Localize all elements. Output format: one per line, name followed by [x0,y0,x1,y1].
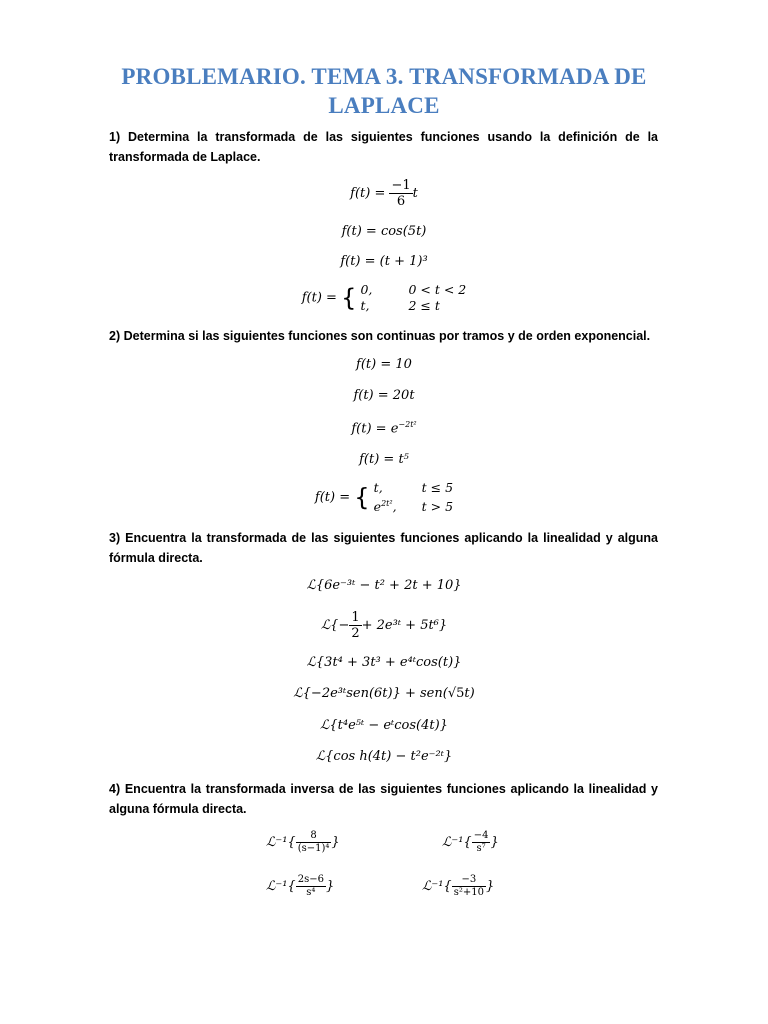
problem-1-text: Determina la transformada de las siguientes funciones usando la definición de la transformada de Laplace. [109,130,659,164]
eq-l5: ℒ{t⁴e⁵ᵗ − eᵗcos(4t)} [320,718,448,733]
problem-4-number: 4) [109,782,121,796]
eq-1: f(t) = $\frac{-1}{6}$ t [350,178,418,209]
problem-1 [109,127,658,167]
eq-9-piecewise: f(t) = { t, t ≤ 5 $e^{2t^2}$, t > 5 [314,480,454,515]
eq-l4: ℒ{−2e³ᵗsen(6t)} + sen(√5t) [293,686,475,701]
eq-4-piecewise: f(t) = { 0, 0 < t < 2 t, 2 ≤ t [301,282,467,313]
problem-4-text: Encuentra la transformada inversa de las siguientes funciones aplicando la linealidad y alguna fórmula directa. [109,782,658,816]
eq-l1: ℒ{6e⁻³ᵗ − t² + 2t + 10} [306,578,462,593]
problem-3 [109,528,658,568]
eq-3: f(t) = (t + 1)³ [340,254,428,269]
eq-l3: ℒ{3t⁴ + 3t³ + e⁴ᵗcos(t)} [306,655,462,670]
problem-4 [109,779,658,819]
eq-2: f(t) = cos(5t) [341,224,427,239]
eq-l6: ℒ{cos h(4t) − t²e⁻²ᵗ} [315,749,453,764]
page-title: PROBLEMARIO. TEMA 3. TRANSFORMADA DE LAPLACE [121,64,647,118]
problem-2-number: 2) [109,329,121,343]
eq-l2: ℒ{− $\frac{1}{2}$ + 2e³ᵗ + 5t⁶} [320,610,448,641]
eq-1-fraction: $\frac{-1}{6}$ [391,178,411,209]
problem-2-text: Determina si las siguientes funciones son continuas por tramos y de orden exponencial. [123,329,651,343]
eq-7: $f(t) = e^{-2t^2}$ [351,420,417,437]
inv-4: ℒ⁻¹{ $\frac{-3}{\text{s²+10}}$ } [422,874,495,898]
inv-1: ℒ⁻¹{ $\frac{8}{\text{(s−1)⁴}}$ } [266,830,340,854]
problem-3-text: Encuentra la transformada de las siguientes funciones aplicando la linealidad y alguna fórmula directa. [109,531,658,565]
inv-2: ℒ⁻¹{ $\frac{-4}{\text{s⁷}}$ } [442,830,499,854]
eq-6: f(t) = 20t [353,388,415,403]
eq-8: f(t) = t⁵ [359,452,409,467]
problem-2 [109,326,658,346]
inv-3: ℒ⁻¹{ $\frac{2s-6}{\text{s⁴}}$ } [266,874,335,898]
problem-1-number: 1) [109,130,121,144]
eq-5: f(t) = 10 [356,357,412,372]
problem-3-number: 3) [109,531,121,545]
